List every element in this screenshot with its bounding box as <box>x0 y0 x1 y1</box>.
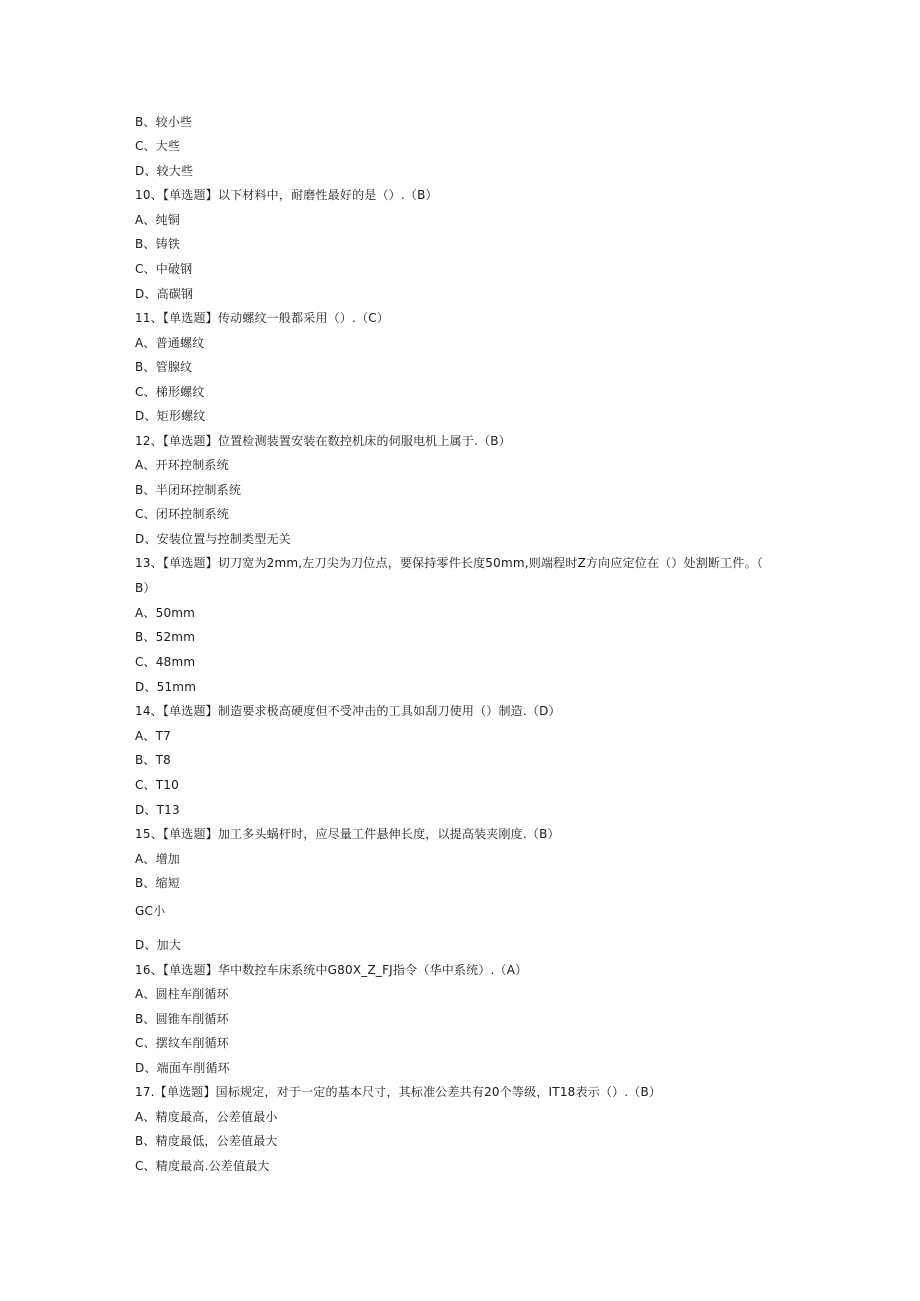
option-a-q13: A、50mm <box>135 606 196 620</box>
option-b-q17: B、精度最低，公差值最大 <box>135 1134 278 1148</box>
option-c-q13: C、48mm <box>135 655 196 669</box>
option-d-q10: D、高碳钢 <box>135 287 194 301</box>
question-10: 10、【单选题】以下材料中，耐磨性最好的是（）.（B） <box>135 188 438 202</box>
option-d-q9: D、较大些 <box>135 164 194 178</box>
question-11: 11、【单选题】传动螺纹一般都采用（）.（C） <box>135 311 390 325</box>
question-13: 13、【单选题】切刀宽为2mm,左刀尖为刀位点，要保持零件长度50mm,则端程时Z方向应定位在（）处割断工件。（ <box>135 556 763 570</box>
option-b-q15: B、缩短 <box>135 876 181 890</box>
question-16: 16、【单选题】华中数控车床系统中G80X_Z_FJ指令（华中系统）.（A） <box>135 963 528 977</box>
question-15: 15、【单选题】加工多头蜗杆时，应尽量工件悬伸长度，以提高装夹刚度.（B） <box>135 827 560 841</box>
option-a-q16: A、圆柱车削循环 <box>135 987 229 1001</box>
question-14: 14、【单选题】制造要求极高硬度但不受冲击的工具如刮刀使用（）制造.（D） <box>135 704 561 718</box>
option-c-q16: C、摆纹车削循环 <box>135 1036 229 1050</box>
option-d-q13: D、51mm <box>135 680 197 694</box>
option-d-q14: D、T13 <box>135 803 180 817</box>
option-c-q9: C、大些 <box>135 139 181 153</box>
option-b-q9: B、较小些 <box>135 115 193 129</box>
option-a-q14: A、T7 <box>135 729 171 743</box>
option-c-q10: C、中破钢 <box>135 262 193 276</box>
option-a-q17: A、精度最高，公差值最小 <box>135 1110 278 1124</box>
option-b-q13: B、52mm <box>135 630 196 644</box>
option-b-q12: B、半闭环控制系统 <box>135 483 242 497</box>
question-12: 12、【单选题】位置检测装置安装在数控机床的伺服电机上属于.（B） <box>135 434 511 448</box>
option-d-q12: D、安装位置与控制类型无关 <box>135 532 291 546</box>
option-a-q12: A、开环控制系统 <box>135 458 229 472</box>
option-b-q16: B、圆锥车削循环 <box>135 1012 229 1026</box>
option-c-q15: GC小 <box>135 904 166 918</box>
option-c-q11: C、梯形螺纹 <box>135 385 205 399</box>
option-c-q12: C、闭环控制系统 <box>135 507 229 521</box>
option-a-q11: A、普通螺纹 <box>135 336 205 350</box>
question-17: 17.【单选题】国标规定，对于一定的基本尺寸，其标准公差共有20个等级，IT18表示（）.（B） <box>135 1085 662 1099</box>
option-d-q15: D、加大 <box>135 938 182 952</box>
question-13-continued: B） <box>135 581 156 595</box>
option-c-q14: C、T10 <box>135 778 179 792</box>
option-d-q11: D、矩形螺纹 <box>135 409 206 423</box>
option-b-q14: B、T8 <box>135 753 171 767</box>
option-c-q17: C、精度最高.公差值最大 <box>135 1159 270 1173</box>
option-a-q15: A、增加 <box>135 852 181 866</box>
option-b-q11: B、管腺纹 <box>135 360 193 374</box>
option-d-q16: D、端面车削循环 <box>135 1061 230 1075</box>
option-a-q10: A、纯铜 <box>135 213 181 227</box>
option-b-q10: B、铸铁 <box>135 237 181 251</box>
